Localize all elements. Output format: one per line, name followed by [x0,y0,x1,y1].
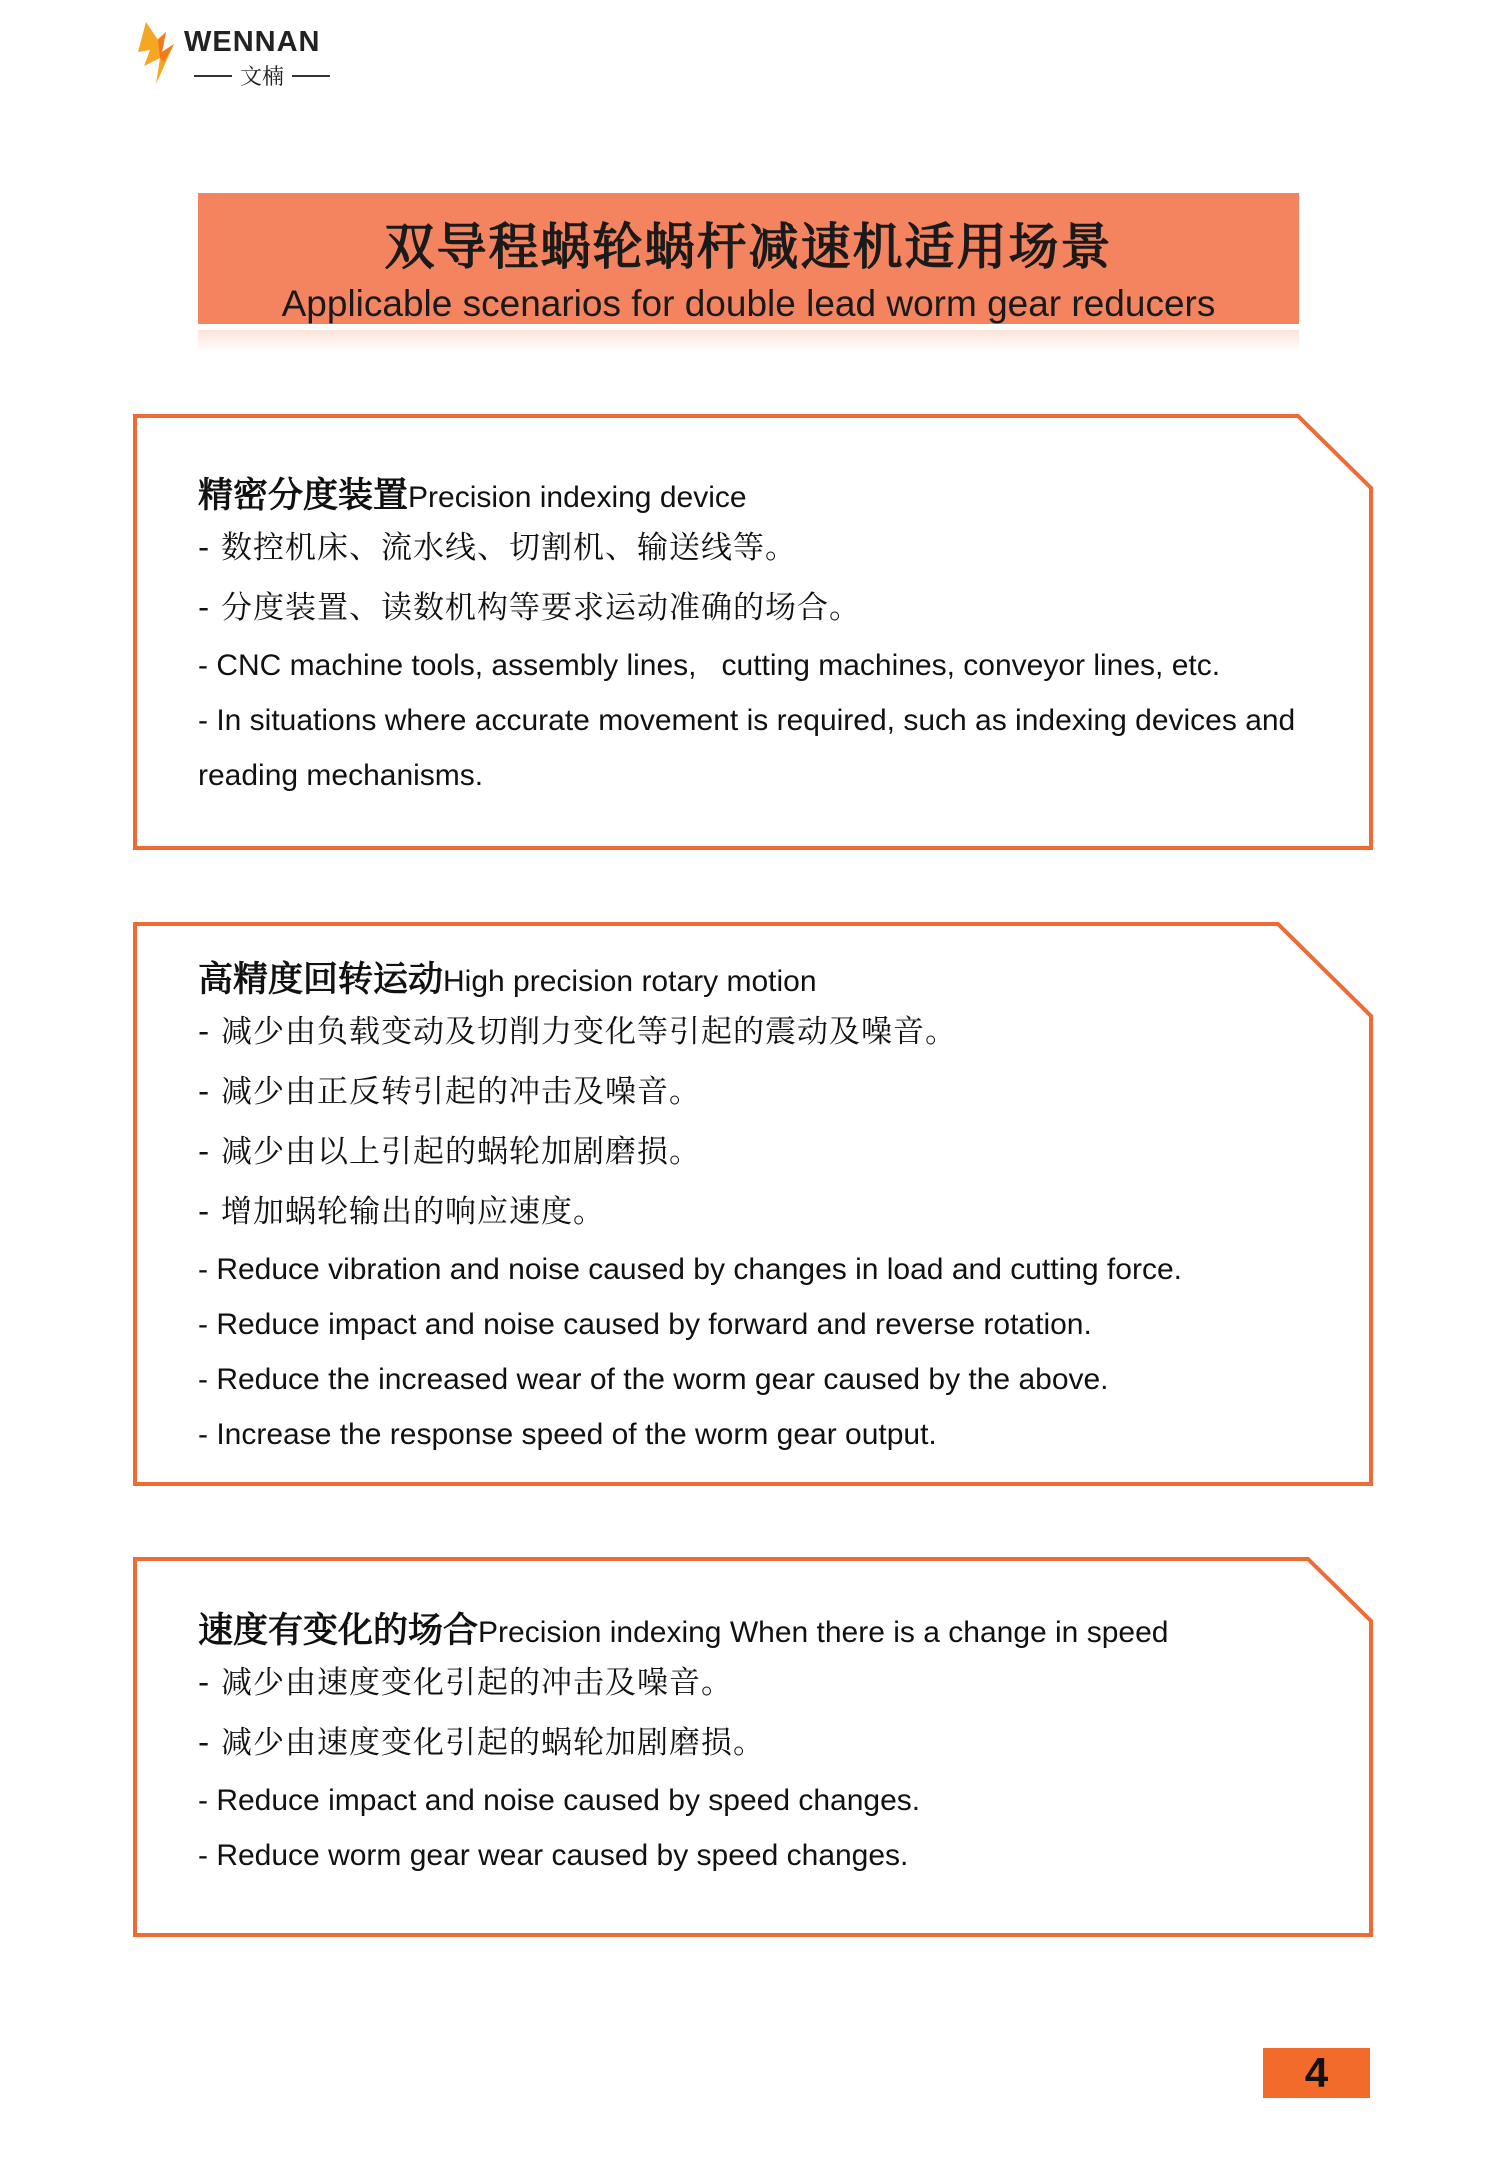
flame-logo-icon [138,22,182,84]
section-heading-en: High precision rotary motion [443,965,817,998]
list-item: - In situations where accurate movement is required, such as indexing devices and [198,704,1296,737]
brand-name: WENNAN [184,26,321,58]
section-heading-en: Precision indexing device [408,481,747,514]
section-card-rotary-motion [133,922,1373,1486]
list-item: - Increase the response speed of the worm gear output. [198,1418,937,1451]
list-item: - 增加蜗轮输出的响应速度。 [198,1194,606,1230]
list-item: - Reduce impact and noise caused by speed changes. [198,1784,921,1817]
brand-subtitle [194,60,330,91]
list-item: - 数控机床、流水线、切割机、输送线等。 [198,530,798,566]
section-heading [198,952,1333,1002]
section-heading-en: Precision indexing When there is a change in speed [478,1616,1169,1649]
section-heading-cn: 精密分度装置 [198,476,409,516]
list-item: - Reduce vibration and noise caused by changes in load and cutting force. [198,1253,1182,1286]
brand-subtitle-text: 文楠 [240,65,285,90]
section-card-speed-change [133,1557,1373,1937]
list-item: - Reduce the increased wear of the worm gear caused by the above. [198,1363,1109,1396]
section-heading [198,468,1333,518]
section-heading-cn: 速度有变化的场合 [198,1611,479,1651]
list-item: - 减少由以上引起的蜗轮加剧磨损。 [198,1134,702,1170]
section-heading [198,1603,1333,1653]
list-item: - Reduce impact and noise caused by forward and reverse rotation. [198,1308,1092,1341]
company-logo [138,22,378,92]
section-heading-cn: 高精度回转运动 [198,960,444,1000]
page-title-cn: 双导程蜗轮蜗杆减速机适用场景 [384,218,1113,276]
list-item: reading mechanisms. [198,759,484,792]
list-item: - 减少由速度变化引起的冲击及噪音。 [198,1665,734,1701]
list-item: - 减少由正反转引起的冲击及噪音。 [198,1074,702,1110]
title-shadow [198,330,1299,352]
list-item: - 减少由速度变化引起的蜗轮加剧磨损。 [198,1725,766,1761]
list-item: - CNC machine tools, assembly lines, cutting machines, conveyor lines, etc. [198,649,1221,682]
list-item: - Reduce worm gear wear caused by speed changes. [198,1839,909,1872]
page-number: 4 [1263,2048,1370,2098]
section-card-precision-indexing [133,414,1373,850]
list-item: - 分度装置、读数机构等要求运动准确的场合。 [198,590,862,626]
list-item: - 减少由负载变动及切削力变化等引起的震动及噪音。 [198,1014,958,1050]
title-banner [198,193,1299,324]
page-title-en: Applicable scenarios for double lead worm gear reducers [281,283,1216,324]
